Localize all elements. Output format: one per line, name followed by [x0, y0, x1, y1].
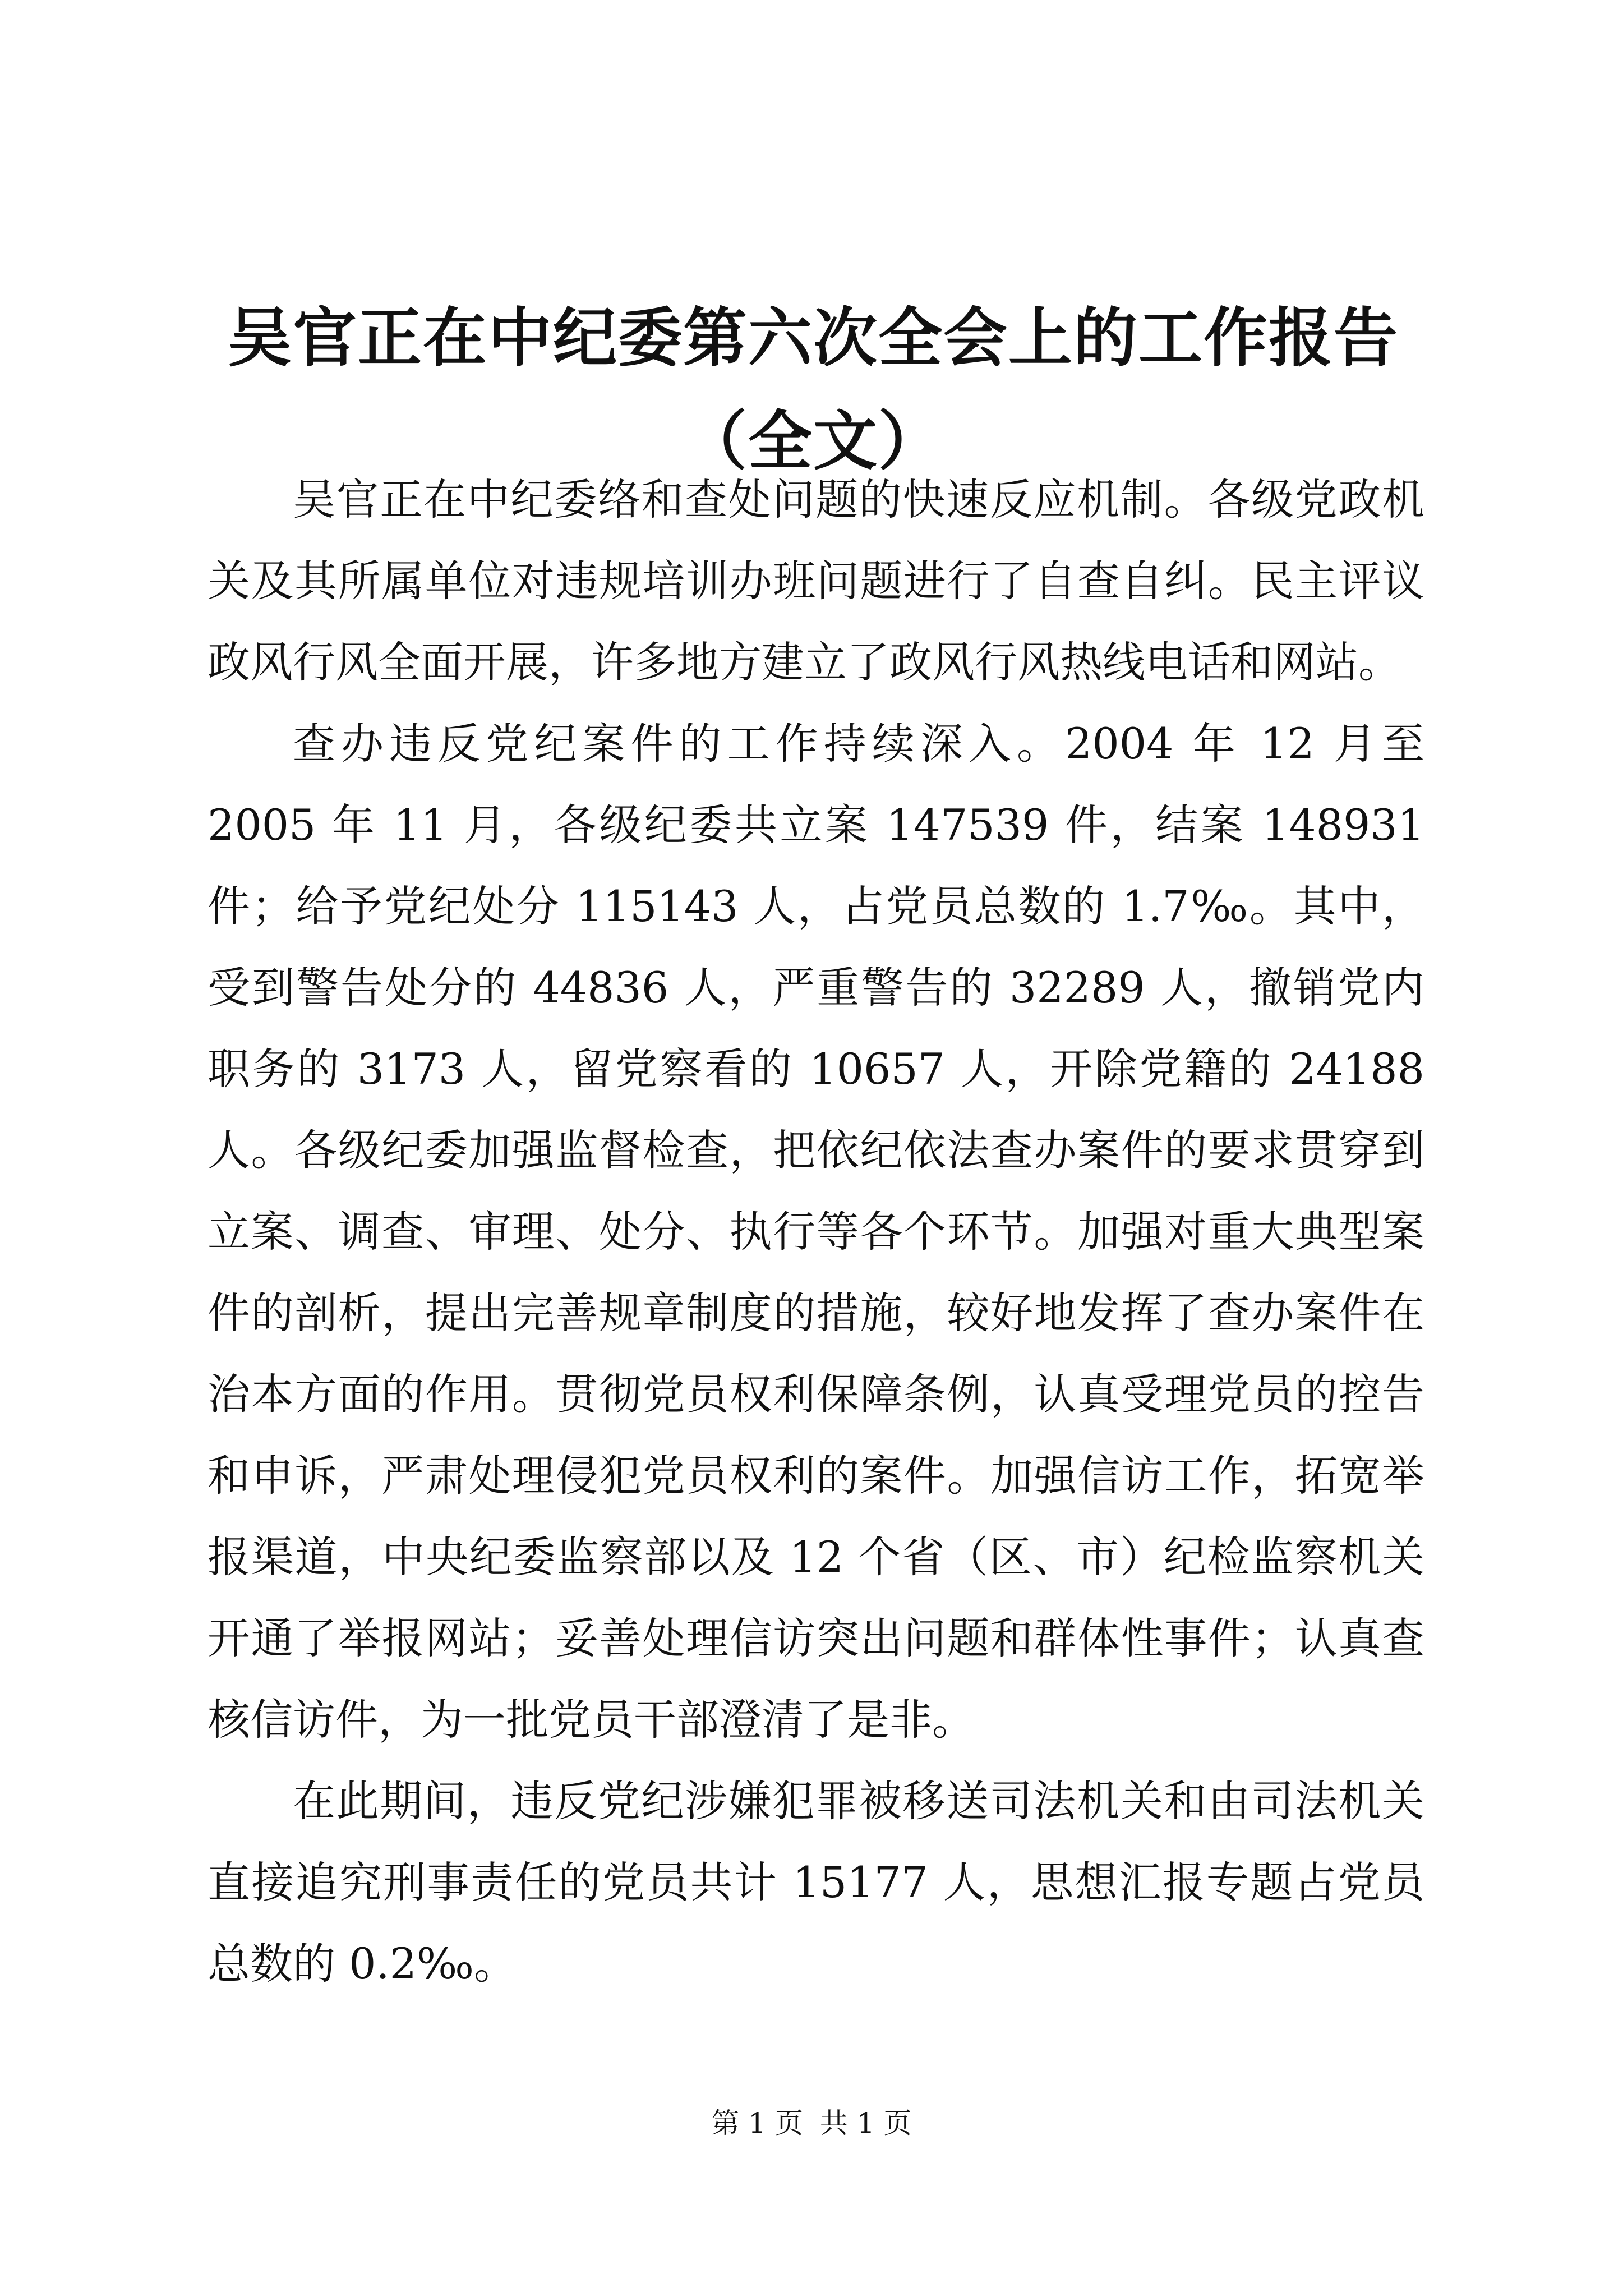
- document-body: [208, 459, 1424, 2004]
- page-total: 共 1 页: [820, 2107, 912, 2139]
- page-footer: [0, 2101, 1623, 2146]
- paragraph-1: 吴官正在中纪委络和查处问题的快速反应机制。各级党政机关及其所属单位对违规培训办班问题进行了自查自纠。民主评议政风行风全面开展，许多地方建立了政风行风热线电话和网站。: [208, 475, 1424, 687]
- document-title: 吴官正在中纪委第六次全会上的工作报告（全文）: [227, 300, 1399, 478]
- paragraph-3: 在此期间，违反党纪涉嫌犯罪被移送司法机关和由司法机关直接追究刑事责任的党员共计 15177 人，思想汇报专题占党员总数的 0.2‰。: [208, 1776, 1424, 1989]
- paragraph-2: 查办违反党纪案件的工作持续深入。2004 年 12 月至 2005 年 11 月，各级纪委共立案 147539 件，结案 148931 件；给予党纪处分 115143 人，占党员总数的 1.7‰。其中，受到警告处分的 44836 人，严重警告的 32289 人，撤销党内职务的 3173 人，留党察看的 10657 人，开除党籍的 24188 人。各级纪委加强监督检查，把依纪依法查办案件的要求贯穿到立案、调查、审理、处分、执行等各个环节。加强对重大典型案件的剖析，提出完善规章制度的措施，较好地发挥了查办案件在治本方面的作用。贯彻党员权利保障条例，认真受理党员的控告和申诉，严肃处理侵犯党员权利的案件。加强信访工作，拓宽举报渠道，中央纪委监察部以及 12 个省（区、市）纪检监察机关开通了举报网站；妥善处理信访突出问题和群体性事件；认真查核信访件，为一批党员干部澄清了是非。: [208, 719, 1424, 1745]
- page-number: 第 1 页: [711, 2107, 803, 2139]
